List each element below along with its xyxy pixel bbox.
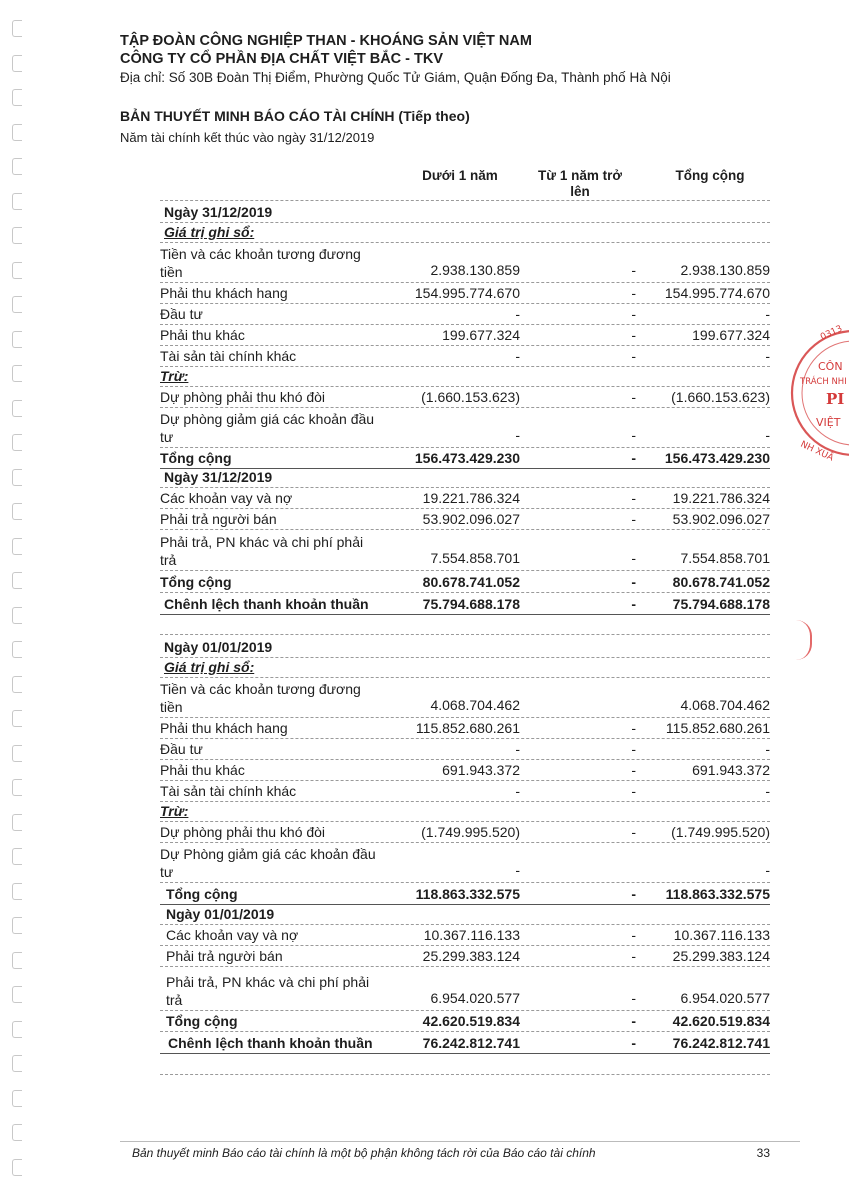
row-label: Trừ: [160, 803, 189, 819]
row-label [166, 973, 398, 1009]
cell-total: 42.620.519.834 [672, 1013, 770, 1029]
binding-holes [12, 20, 26, 1170]
cell-total: 25.299.383.124 [672, 948, 770, 964]
cell-over-1-year: - [631, 550, 636, 566]
binding-ring [12, 710, 22, 727]
binding-ring [12, 607, 22, 624]
cell-over-1-year: - [631, 450, 636, 466]
cell-under-1-year: 156.473.429.230 [414, 450, 520, 466]
cell-total: 6.954.020.577 [680, 990, 770, 1006]
row-label: Dự phòng phải thu khó đòi [160, 389, 326, 405]
cell-over-1-year: - [631, 490, 636, 506]
row-label: Ngày 01/01/2019 [166, 906, 275, 922]
table-row-investments [160, 738, 770, 760]
cell-total: - [765, 348, 770, 364]
table-row-loans [160, 924, 770, 946]
table-row-total-liabilities [160, 570, 770, 593]
binding-ring [12, 986, 22, 1003]
table-row-carrying-value [160, 657, 770, 678]
row-label-line2: tiền [160, 264, 183, 280]
cell-under-1-year: 19.221.786.324 [422, 490, 520, 506]
cell-over-1-year: - [631, 389, 636, 405]
cell-over-1-year: - [631, 927, 636, 943]
cell-over-1-year: - [631, 948, 636, 964]
binding-ring [12, 124, 22, 141]
table-row-other-receivables [160, 759, 770, 781]
row-label-line1: Dự phòng giảm giá các khoản đầu [160, 411, 375, 427]
cell-under-1-year: - [515, 862, 520, 878]
row-label: Trừ: [160, 368, 189, 384]
table-row-section-date [160, 468, 770, 488]
row-label: Phải thu khác [160, 762, 245, 778]
row-label: Phải thu khách hang [160, 720, 288, 736]
row-label: Ngày 31/12/2019 [164, 469, 273, 485]
column-header-over-1-year-line1: Từ 1 năm trở [538, 168, 622, 183]
cell-over-1-year: - [631, 762, 636, 778]
binding-ring [12, 296, 22, 313]
cell-under-1-year: (1.660.153.623) [421, 389, 520, 405]
cell-over-1-year: - [631, 1035, 636, 1051]
cell-total: - [765, 427, 770, 443]
table-row-other-financial-assets [160, 780, 770, 802]
cell-total: 118.863.332.575 [665, 886, 770, 902]
table-row-investments [160, 303, 770, 325]
cell-total: (1.749.995.520) [671, 824, 770, 840]
binding-ring [12, 883, 22, 900]
binding-ring [12, 158, 22, 175]
binding-ring [12, 331, 22, 348]
cell-under-1-year: (1.749.995.520) [421, 824, 520, 840]
cell-under-1-year: 199.677.324 [442, 327, 520, 343]
cell-under-1-year: 53.902.096.027 [422, 511, 520, 527]
cell-total: 19.221.786.324 [672, 490, 770, 506]
table-row-total-assets [160, 882, 770, 905]
table-row-payables [160, 508, 770, 530]
row-label: Phải trả người bán [160, 511, 277, 527]
cell-over-1-year: - [631, 285, 636, 301]
cell-under-1-year: 691.943.372 [442, 762, 520, 778]
table-row-carrying-value [160, 222, 770, 243]
row-label [160, 245, 398, 281]
footer-note: Bản thuyết minh Báo cáo tài chính là một bộ phận không tách rời của Báo cáo tài chính [132, 1146, 596, 1160]
table-row-receivables [160, 282, 770, 304]
cell-over-1-year: - [631, 720, 636, 736]
table-row-other-payables [160, 966, 770, 1011]
document-title: BẢN THUYẾT MINH BÁO CÁO TÀI CHÍNH (Tiếp theo) [120, 108, 470, 124]
row-label-line2: trả [166, 992, 183, 1008]
stamp-text: NH XUÂ [798, 439, 835, 464]
cell-under-1-year: - [515, 427, 520, 443]
row-label-line1: Tiền và các khoản tương đương [160, 246, 361, 262]
page-number: 33 [756, 1146, 770, 1160]
cell-under-1-year: - [515, 783, 520, 799]
table-row-doubtful-provision [160, 821, 770, 843]
row-label: Đầu tư [160, 306, 203, 322]
stamp-fragment [796, 620, 812, 660]
stamp-text: PI [826, 390, 845, 408]
cell-total: 7.554.858.701 [680, 550, 770, 566]
cell-under-1-year: - [515, 741, 520, 757]
binding-ring [12, 503, 22, 520]
row-label: Chênh lệch thanh khoản thuần [168, 1035, 373, 1051]
row-label: Giá trị ghi sổ: [164, 659, 255, 675]
table-row-other-payables [160, 529, 770, 571]
row-label: Phải thu khác [160, 327, 245, 343]
cell-over-1-year: - [631, 596, 636, 612]
column-header-over-1-year [528, 168, 632, 200]
company-stamp [786, 318, 849, 488]
cell-total: 156.473.429.230 [664, 450, 770, 466]
table-row-receivables [160, 717, 770, 739]
row-label: Tổng cộng [166, 1013, 238, 1029]
row-label [160, 845, 398, 881]
header-divider [160, 200, 770, 201]
section-divider [160, 634, 770, 635]
row-label: Tổng cộng [160, 450, 232, 466]
row-label: Tổng cộng [160, 574, 232, 590]
cell-under-1-year: 4.068.704.462 [430, 697, 520, 713]
row-label: Phải thu khách hang [160, 285, 288, 301]
binding-ring [12, 434, 22, 451]
cell-under-1-year: 80.678.741.052 [422, 574, 520, 590]
binding-ring [12, 1124, 22, 1141]
cell-total: 75.794.688.178 [672, 596, 770, 612]
cell-over-1-year: - [631, 348, 636, 364]
cell-over-1-year: - [631, 990, 636, 1006]
column-header-under-1-year: Dưới 1 năm [422, 168, 498, 183]
cell-under-1-year: 115.852.680.261 [415, 720, 520, 736]
cell-over-1-year: - [631, 1013, 636, 1029]
binding-ring [12, 89, 22, 106]
row-label: Ngày 31/12/2019 [164, 204, 273, 220]
row-label-line1: Dự Phòng giảm giá các khoản đầu [160, 846, 376, 862]
binding-ring [12, 193, 22, 210]
row-label-line1: Tiền và các khoản tương đương [160, 681, 361, 697]
cell-total: (1.660.153.623) [671, 389, 770, 405]
row-label-line2: tiền [160, 699, 183, 715]
cell-under-1-year: - [515, 348, 520, 364]
cell-total: 691.943.372 [692, 762, 770, 778]
cell-over-1-year: - [631, 824, 636, 840]
table-row-section-date [160, 204, 770, 223]
binding-ring [12, 20, 22, 37]
table-row-other-financial-assets [160, 345, 770, 367]
row-label-line2: trả [160, 552, 177, 568]
row-label [160, 410, 398, 446]
stamp-text: CÔN [818, 360, 843, 373]
binding-ring [12, 848, 22, 865]
cell-under-1-year: 7.554.858.701 [430, 550, 520, 566]
binding-ring [12, 55, 22, 72]
cell-over-1-year: - [631, 262, 636, 278]
row-label-line2: tư [160, 864, 174, 880]
cell-total: 80.678.741.052 [672, 574, 770, 590]
cell-over-1-year: - [631, 427, 636, 443]
binding-ring [12, 1159, 22, 1176]
table-row-cash [160, 677, 770, 718]
cell-under-1-year: 75.794.688.178 [422, 596, 520, 612]
cell-total: 2.938.130.859 [680, 262, 770, 278]
cell-total: 10.367.116.133 [673, 927, 770, 943]
binding-ring [12, 262, 22, 279]
binding-ring [12, 814, 22, 831]
cell-over-1-year: - [631, 741, 636, 757]
table-row-investment-provision [160, 407, 770, 448]
cell-under-1-year: 42.620.519.834 [422, 1013, 520, 1029]
row-label [160, 680, 398, 716]
binding-ring [12, 745, 22, 762]
binding-ring [12, 952, 22, 969]
cell-total: 76.242.812.741 [672, 1035, 770, 1051]
table-row-investment-provision [160, 842, 770, 883]
binding-ring [12, 641, 22, 658]
cell-total: 53.902.096.027 [672, 511, 770, 527]
binding-ring [12, 1021, 22, 1038]
cell-total: - [765, 306, 770, 322]
row-label-line1: Phải trả, PN khác và chi phí phải [166, 974, 370, 990]
row-label: Chênh lệch thanh khoản thuần [164, 596, 369, 612]
cell-total: 4.068.704.462 [680, 697, 770, 713]
cell-total: - [765, 741, 770, 757]
row-label: Các khoản vay và nợ [166, 927, 299, 943]
row-label [160, 533, 398, 569]
binding-ring [12, 917, 22, 934]
cell-total: 154.995.774.670 [664, 285, 770, 301]
binding-ring [12, 1090, 22, 1107]
page-footer [120, 1141, 800, 1160]
stamp-text: 0313 [819, 323, 845, 343]
binding-ring [12, 469, 22, 486]
cell-under-1-year: 118.863.332.575 [415, 886, 520, 902]
binding-ring [12, 1055, 22, 1072]
table-row-net-liquidity [160, 1031, 770, 1054]
document-header [120, 32, 800, 87]
cell-over-1-year: - [631, 574, 636, 590]
cell-under-1-year: 10.367.116.133 [423, 927, 520, 943]
table-row-other-receivables [160, 324, 770, 346]
binding-ring [12, 572, 22, 589]
cell-over-1-year: - [631, 306, 636, 322]
row-label: Tài sản tài chính khác [160, 783, 297, 799]
table-end-divider [160, 1074, 770, 1075]
row-label: Giá trị ghi sổ: [164, 224, 255, 240]
binding-ring [12, 400, 22, 417]
document-subtitle: Năm tài chính kết thúc vào ngày 31/12/2019 [120, 130, 375, 145]
company-name: CÔNG TY CỔ PHẦN ĐỊA CHẤT VIỆT BẮC - TKV [120, 51, 444, 67]
cell-under-1-year: 154.995.774.670 [414, 285, 520, 301]
table-row-total-liabilities [160, 1010, 770, 1032]
row-label-line1: Phải trả, PN khác và chi phí phải [160, 534, 364, 550]
cell-over-1-year: - [631, 886, 636, 902]
company-group-name: TẬP ĐOÀN CÔNG NGHIỆP THAN - KHOÁNG SẢN VIỆT NAM [120, 33, 532, 49]
row-label: Ngày 01/01/2019 [164, 639, 273, 655]
column-header-over-1-year-line2: lên [570, 184, 590, 199]
cell-under-1-year: - [515, 306, 520, 322]
binding-ring [12, 365, 22, 382]
cell-under-1-year: 76.242.812.741 [422, 1035, 520, 1051]
cell-total: 115.852.680.261 [665, 720, 770, 736]
cell-over-1-year: - [631, 783, 636, 799]
binding-ring [12, 676, 22, 693]
table-row-section-date [160, 904, 770, 925]
table-row-loans [160, 487, 770, 509]
column-header-total: Tổng cộng [675, 168, 745, 183]
row-label: Dự phòng phải thu khó đòi [160, 824, 326, 840]
cell-under-1-year: 25.299.383.124 [422, 948, 520, 964]
row-label: Phải trả người bán [166, 948, 283, 964]
row-label-line2: tư [160, 429, 174, 445]
row-label: Tổng cộng [166, 886, 238, 902]
cell-total: - [765, 862, 770, 878]
table-row-net-liquidity [160, 592, 770, 615]
binding-ring [12, 538, 22, 555]
binding-ring [12, 227, 22, 244]
cell-total: - [765, 783, 770, 799]
table-row-doubtful-provision [160, 386, 770, 408]
binding-ring [12, 779, 22, 796]
table-row-total-assets [160, 447, 770, 469]
cell-under-1-year: 2.938.130.859 [430, 262, 520, 278]
row-label: Đầu tư [160, 741, 203, 757]
table-row-section-date [160, 638, 770, 658]
cell-under-1-year: 6.954.020.577 [430, 990, 520, 1006]
table-row-cash [160, 242, 770, 283]
stamp-text: TRÁCH NHI [800, 377, 847, 387]
cell-over-1-year: - [631, 511, 636, 527]
table-row-less [160, 801, 770, 822]
table-row-less [160, 366, 770, 387]
row-label: Tài sản tài chính khác [160, 348, 297, 364]
cell-total: 199.677.324 [692, 327, 770, 343]
row-label: Các khoản vay và nợ [160, 490, 293, 506]
company-address: Địa chỉ: Số 30B Đoàn Thị Điểm, Phường Quốc Tử Giám, Quận Đống Đa, Thành phố Hà Nội [120, 70, 671, 85]
table-row-payables [160, 945, 770, 967]
cell-over-1-year: - [631, 327, 636, 343]
stamp-text: VIỆT [816, 416, 841, 429]
